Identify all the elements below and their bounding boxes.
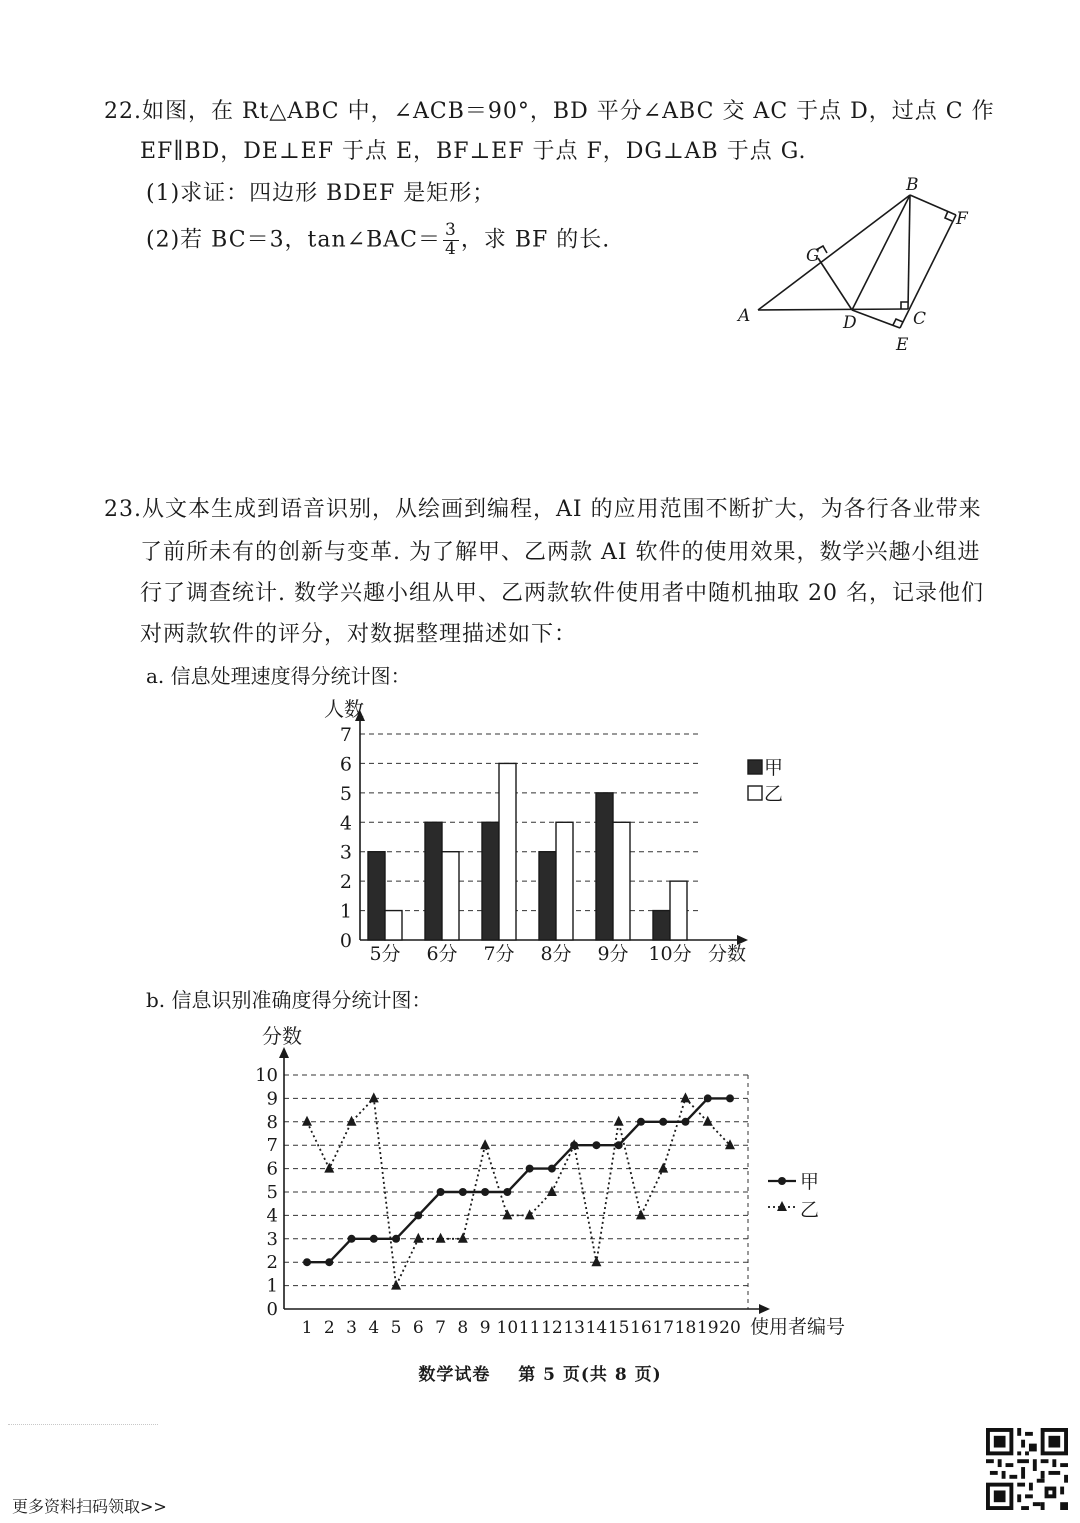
x-tick-label: 9 (479, 1318, 491, 1338)
bar-yi (556, 822, 573, 940)
geometry-figure (730, 170, 980, 360)
point-jia (592, 1141, 600, 1149)
legend-marker-jia (778, 1177, 786, 1185)
y-tick-label: 4 (266, 1205, 278, 1227)
footer-page-number: 第 5 页(共 8 页) (518, 1365, 662, 1385)
x-tick-label: 3 (346, 1318, 357, 1338)
point-jia (503, 1188, 511, 1196)
q23-text-1: 从文本生成到语音识别，从绘画到编程，AI 的应用范围不断扩大，为各行各业带来 (142, 497, 982, 522)
x-tick-label: 20 (719, 1318, 741, 1338)
x-tick-label: 17 (652, 1318, 675, 1338)
point-yi (636, 1209, 646, 1219)
y-tick-label: 6 (266, 1158, 278, 1180)
y-tick-label: 0 (266, 1299, 278, 1320)
point-jia (681, 1118, 689, 1126)
y-axis-title: 分数 (262, 1024, 302, 1048)
bar-yi (499, 763, 516, 940)
point-jia (459, 1188, 467, 1196)
x-axis-arrow (759, 1304, 770, 1314)
point-jia (325, 1258, 333, 1266)
point-jia (570, 1141, 578, 1149)
point-label-e: E (896, 335, 909, 355)
bar-yi (385, 911, 402, 940)
q22-line1 (104, 94, 995, 125)
point-label-g: G (806, 246, 820, 266)
y-tick-label: 3 (339, 841, 352, 864)
speed-score-bar-chart (300, 690, 784, 970)
q22-part2 (146, 222, 610, 259)
point-label-d: D (843, 313, 857, 333)
y-tick-label: 2 (339, 871, 352, 894)
accuracy-score-line-chart (240, 1015, 880, 1345)
x-tick-label: 15 (607, 1318, 630, 1338)
point-jia (726, 1094, 734, 1102)
point-jia (348, 1235, 356, 1243)
point-jia (704, 1094, 712, 1102)
qr-code-icon[interactable] (986, 1428, 1068, 1510)
x-tick-label: 6 (412, 1318, 424, 1338)
point-jia (437, 1188, 445, 1196)
x-tick-label: 16 (630, 1318, 652, 1338)
y-tick-label: 3 (266, 1228, 278, 1250)
point-yi (324, 1163, 334, 1173)
y-tick-label: 8 (266, 1111, 278, 1133)
x-tick-label: 6分 (426, 943, 458, 965)
point-label-a: A (738, 306, 751, 326)
q22-part2-suffix: ，求 BF 的长. (460, 227, 611, 253)
x-tick-label: 8 (457, 1318, 469, 1338)
bar-jia (653, 911, 670, 940)
y-axis-arrow (279, 1047, 289, 1058)
x-tick-label: 4 (368, 1318, 380, 1338)
y-tick-label: 1 (266, 1275, 278, 1297)
y-axis-title: 人数 (324, 697, 364, 721)
y-tick-label: 6 (339, 753, 352, 776)
x-tick-label: 7 (435, 1318, 446, 1338)
point-jia (526, 1165, 534, 1173)
point-yi (480, 1139, 490, 1149)
point-jia (548, 1165, 556, 1173)
q23-line4: 对两款软件的评分，对数据整理描述如下： (140, 622, 578, 647)
x-tick-label: 12 (541, 1318, 563, 1338)
point-jia (659, 1118, 667, 1126)
y-tick-label: 10 (255, 1065, 278, 1086)
point-jia (392, 1235, 400, 1243)
point-jia (370, 1235, 378, 1243)
point-jia (637, 1118, 645, 1126)
x-tick-label: 14 (585, 1318, 608, 1338)
x-tick-label: 10 (496, 1318, 519, 1338)
point-yi (725, 1139, 735, 1149)
y-tick-label: 5 (339, 782, 352, 805)
legend-swatch (748, 786, 762, 800)
x-tick-label: 5 (390, 1318, 402, 1338)
x-axis-title: 使用者编号 (750, 1316, 846, 1338)
point-jia (414, 1211, 422, 1219)
q23-line2: 了前所未有的创新与变革. 为了解甲、乙两款 AI 软件的使用效果，数学兴趣小组进 (140, 540, 981, 565)
bar-jia (482, 822, 499, 940)
point-yi (525, 1209, 535, 1219)
point-yi (680, 1092, 690, 1102)
point-yi (591, 1256, 601, 1266)
point-label-f: F (956, 209, 968, 229)
fraction-denominator: 4 (445, 238, 457, 259)
legend-label: 甲 (800, 1171, 820, 1193)
q22-text-1: 如图，在 Rt△ABC 中，∠ACB＝90°，BD 平分∠ABC 交 AC 于点 D，过点 C 作 (142, 99, 995, 124)
legend-swatch (748, 760, 762, 774)
point-yi (547, 1186, 557, 1196)
point-jia (615, 1141, 623, 1149)
scan-artifact (8, 1424, 158, 1431)
chart-b-caption: b. 信息识别准确度得分统计图： (146, 988, 432, 1012)
x-tick-label: 13 (563, 1318, 585, 1338)
point-yi (614, 1116, 624, 1126)
bar-jia (539, 852, 556, 940)
q22-part1: (1)求证：四边形 BDEF 是矩形； (146, 181, 496, 206)
bar-jia (425, 822, 442, 940)
bar-yi (670, 881, 687, 940)
point-yi (413, 1233, 423, 1243)
q22-part2-prefix: (2)若 BC＝3，tan∠BAC＝ (146, 227, 442, 253)
fraction-numerator: 3 (445, 220, 457, 240)
point-yi (502, 1209, 512, 1219)
point-yi (347, 1116, 357, 1126)
promo-text[interactable]: 更多资料扫码领取>> (12, 1497, 167, 1516)
point-jia (481, 1188, 489, 1196)
q23-line3: 行了调查统计. 数学兴趣小组从甲、乙两款软件使用者中随机抽取 20 名，记录他们 (140, 581, 984, 606)
y-tick-label: 1 (339, 900, 352, 923)
point-yi (302, 1116, 312, 1126)
y-tick-label: 7 (266, 1135, 278, 1157)
x-tick-label: 8分 (540, 943, 572, 965)
point-label-b: B (906, 175, 919, 195)
x-tick-label: 18 (674, 1318, 697, 1338)
y-tick-label: 2 (266, 1252, 278, 1274)
q23-line1 (104, 492, 982, 523)
y-tick-label: 4 (339, 812, 352, 835)
legend-label: 乙 (764, 783, 784, 805)
point-yi (436, 1233, 446, 1243)
bar-yi (442, 852, 459, 940)
y-tick-label: 9 (266, 1088, 278, 1110)
point-yi (391, 1280, 401, 1290)
bar-yi (613, 822, 630, 940)
q23-number: 23. (104, 497, 142, 522)
x-tick-label: 10分 (648, 943, 692, 965)
y-tick-label: 0 (339, 930, 352, 952)
y-tick-label: 5 (266, 1182, 278, 1203)
chart-a-caption: a. 信息处理速度得分统计图： (146, 664, 411, 688)
point-yi (369, 1092, 379, 1102)
x-tick-label: 2 (323, 1318, 335, 1338)
point-yi (458, 1233, 468, 1243)
x-tick-label: 19 (696, 1318, 719, 1338)
point-jia (303, 1258, 311, 1266)
fraction-3-4 (443, 222, 459, 259)
legend-label: 乙 (800, 1199, 820, 1221)
x-tick-label: 9分 (597, 943, 629, 965)
x-axis-title: 分数 (708, 943, 747, 965)
q22-number: 22. (104, 99, 142, 124)
y-tick-label: 7 (339, 724, 352, 746)
x-tick-label: 1 (301, 1318, 313, 1338)
x-tick-label: 7分 (483, 943, 515, 965)
page-footer (0, 1360, 1080, 1385)
footer-exam-name: 数学试卷 (418, 1365, 491, 1385)
point-yi (658, 1163, 668, 1173)
legend-label: 甲 (764, 757, 784, 779)
legend-marker-yi (777, 1201, 787, 1211)
bar-jia (596, 793, 613, 940)
x-tick-label: 11 (518, 1318, 541, 1338)
x-tick-label: 5分 (369, 943, 401, 965)
point-label-c: C (913, 309, 927, 329)
bar-jia (368, 852, 385, 940)
q22-line2: EF∥BD，DE⊥EF 于点 E，BF⊥EF 于点 F，DG⊥AB 于点 G. (140, 139, 807, 164)
